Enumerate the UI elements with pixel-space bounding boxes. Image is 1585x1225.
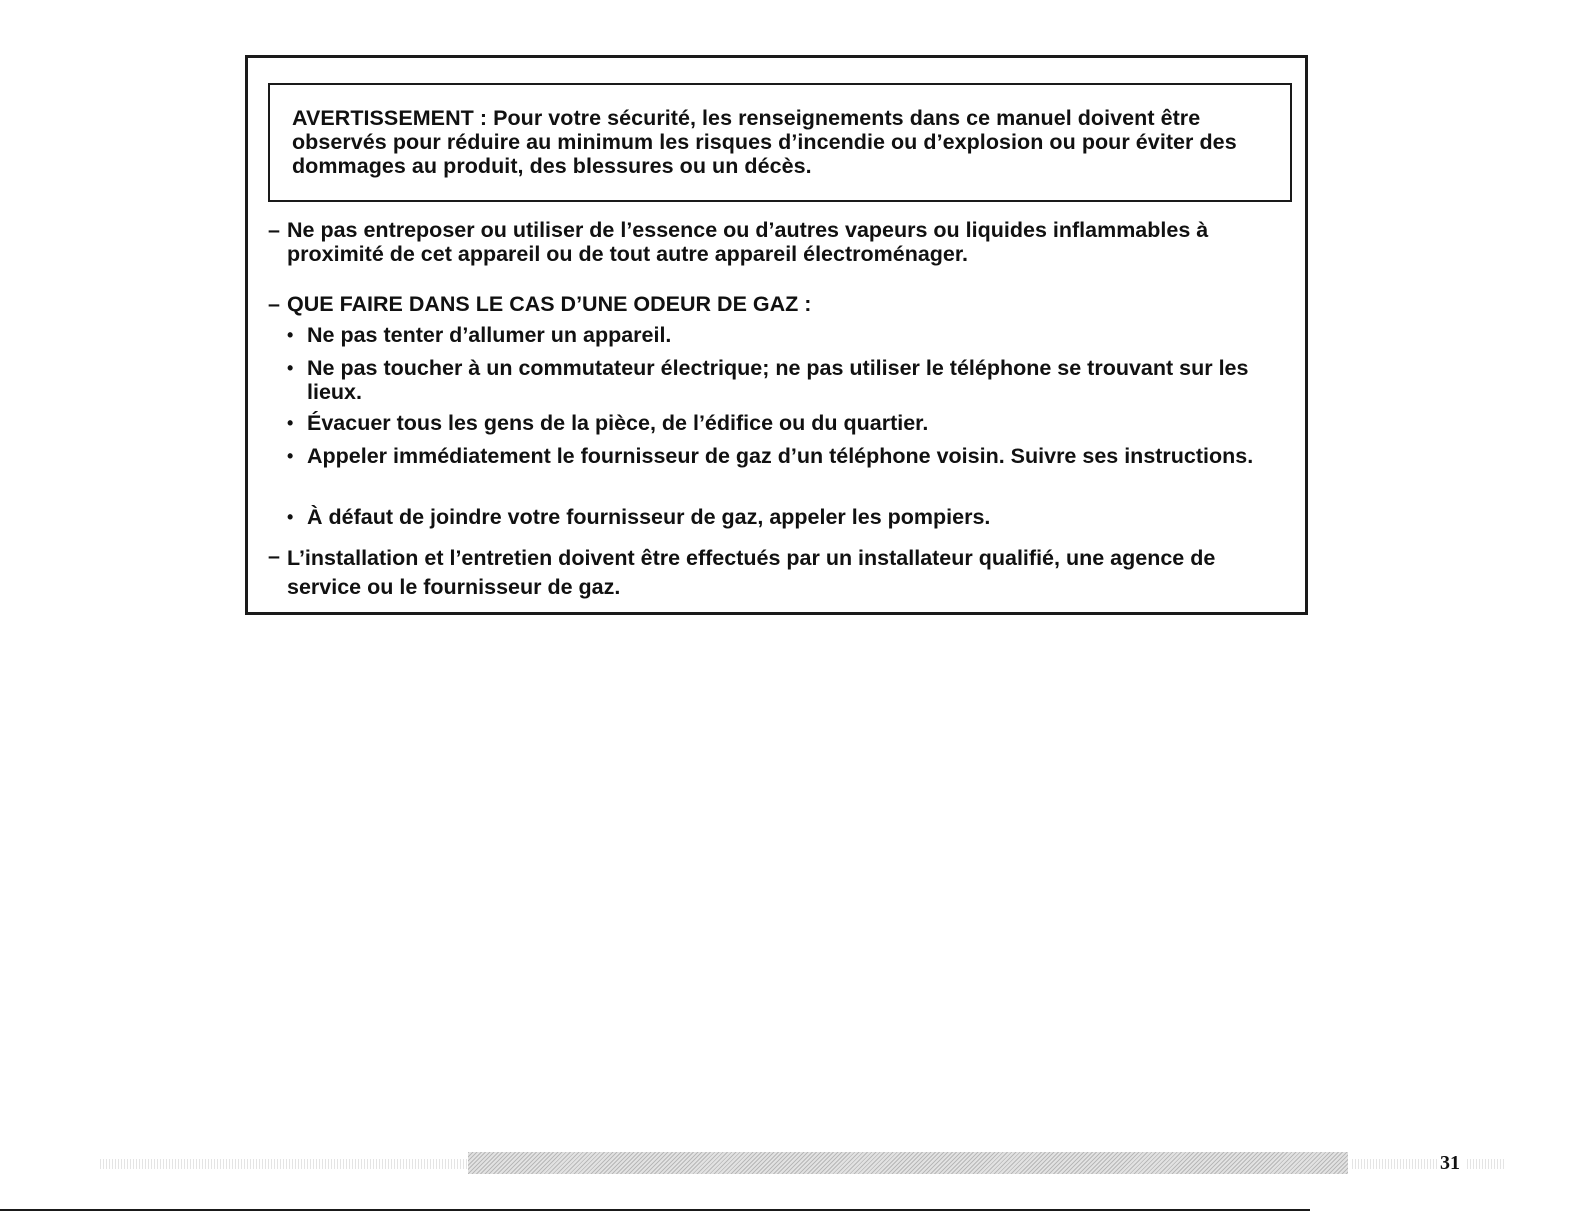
bullet-marker: • (287, 413, 294, 433)
footer-right-rule (1352, 1159, 1437, 1169)
installation-instruction-text: L’installation et l’entretien doivent être effectués par un installateur qualifié, une agence de service ou le fournisseur de gaz. (287, 546, 1216, 599)
bullet-marker: • (287, 507, 294, 527)
gas-step-text: Ne pas toucher à un commutateur électrique; ne pas utiliser le téléphone se trouvant sur les lieux. (307, 356, 1249, 404)
bottom-rule (0, 1209, 1310, 1211)
gas-step (287, 444, 1277, 468)
storage-instruction-text: Ne pas entreposer ou utiliser de l’essence ou d’autres vapeurs ou liquides inflammables à proximité de cet appareil ou de tout autre appareil électroménager. (287, 218, 1209, 266)
bullet-marker: • (287, 358, 294, 378)
gas-step-text: À défaut de joindre votre fournisseur de gaz, appeler les pompiers. (307, 505, 991, 529)
bullet-marker: • (287, 446, 294, 466)
footer-tail-rule (1467, 1159, 1505, 1169)
dash-marker: – (268, 218, 280, 242)
warning-text: AVERTISSEMENT : Pour votre sécurité, les renseignements dans ce manuel doivent être observés pour réduire au minimum les risques d’incendie ou d’explosion ou pour éviter des dommages au produit, des blessures ou un décès. (292, 106, 1237, 178)
gas-step-text: Ne pas tenter d’allumer un appareil. (307, 323, 672, 347)
warning-box (268, 83, 1292, 202)
installation-instruction (268, 544, 1288, 602)
gas-step (287, 356, 1277, 404)
gas-odor-heading (268, 292, 1288, 316)
gas-step (287, 411, 1277, 435)
bullet-marker: • (287, 325, 294, 345)
dash-marker: – (268, 544, 280, 568)
storage-instruction (268, 218, 1288, 266)
gas-step (287, 323, 1277, 347)
dash-marker: – (268, 292, 280, 316)
page-number: 31 (1440, 1152, 1460, 1174)
page-footer (100, 1152, 1505, 1174)
gas-step-text: Évacuer tous les gens de la pièce, de l’édifice ou du quartier. (307, 411, 929, 435)
gas-odor-heading-text: QUE FAIRE DANS LE CAS D’UNE ODEUR DE GAZ : (287, 292, 812, 316)
footer-left-rule (100, 1159, 470, 1169)
gas-step (287, 505, 1277, 529)
footer-hatched-bar (468, 1152, 1348, 1174)
safety-notice-box (245, 55, 1308, 615)
gas-step-text: Appeler immédiatement le fournisseur de gaz d’un téléphone voisin. Suivre ses instructions. (307, 444, 1254, 468)
